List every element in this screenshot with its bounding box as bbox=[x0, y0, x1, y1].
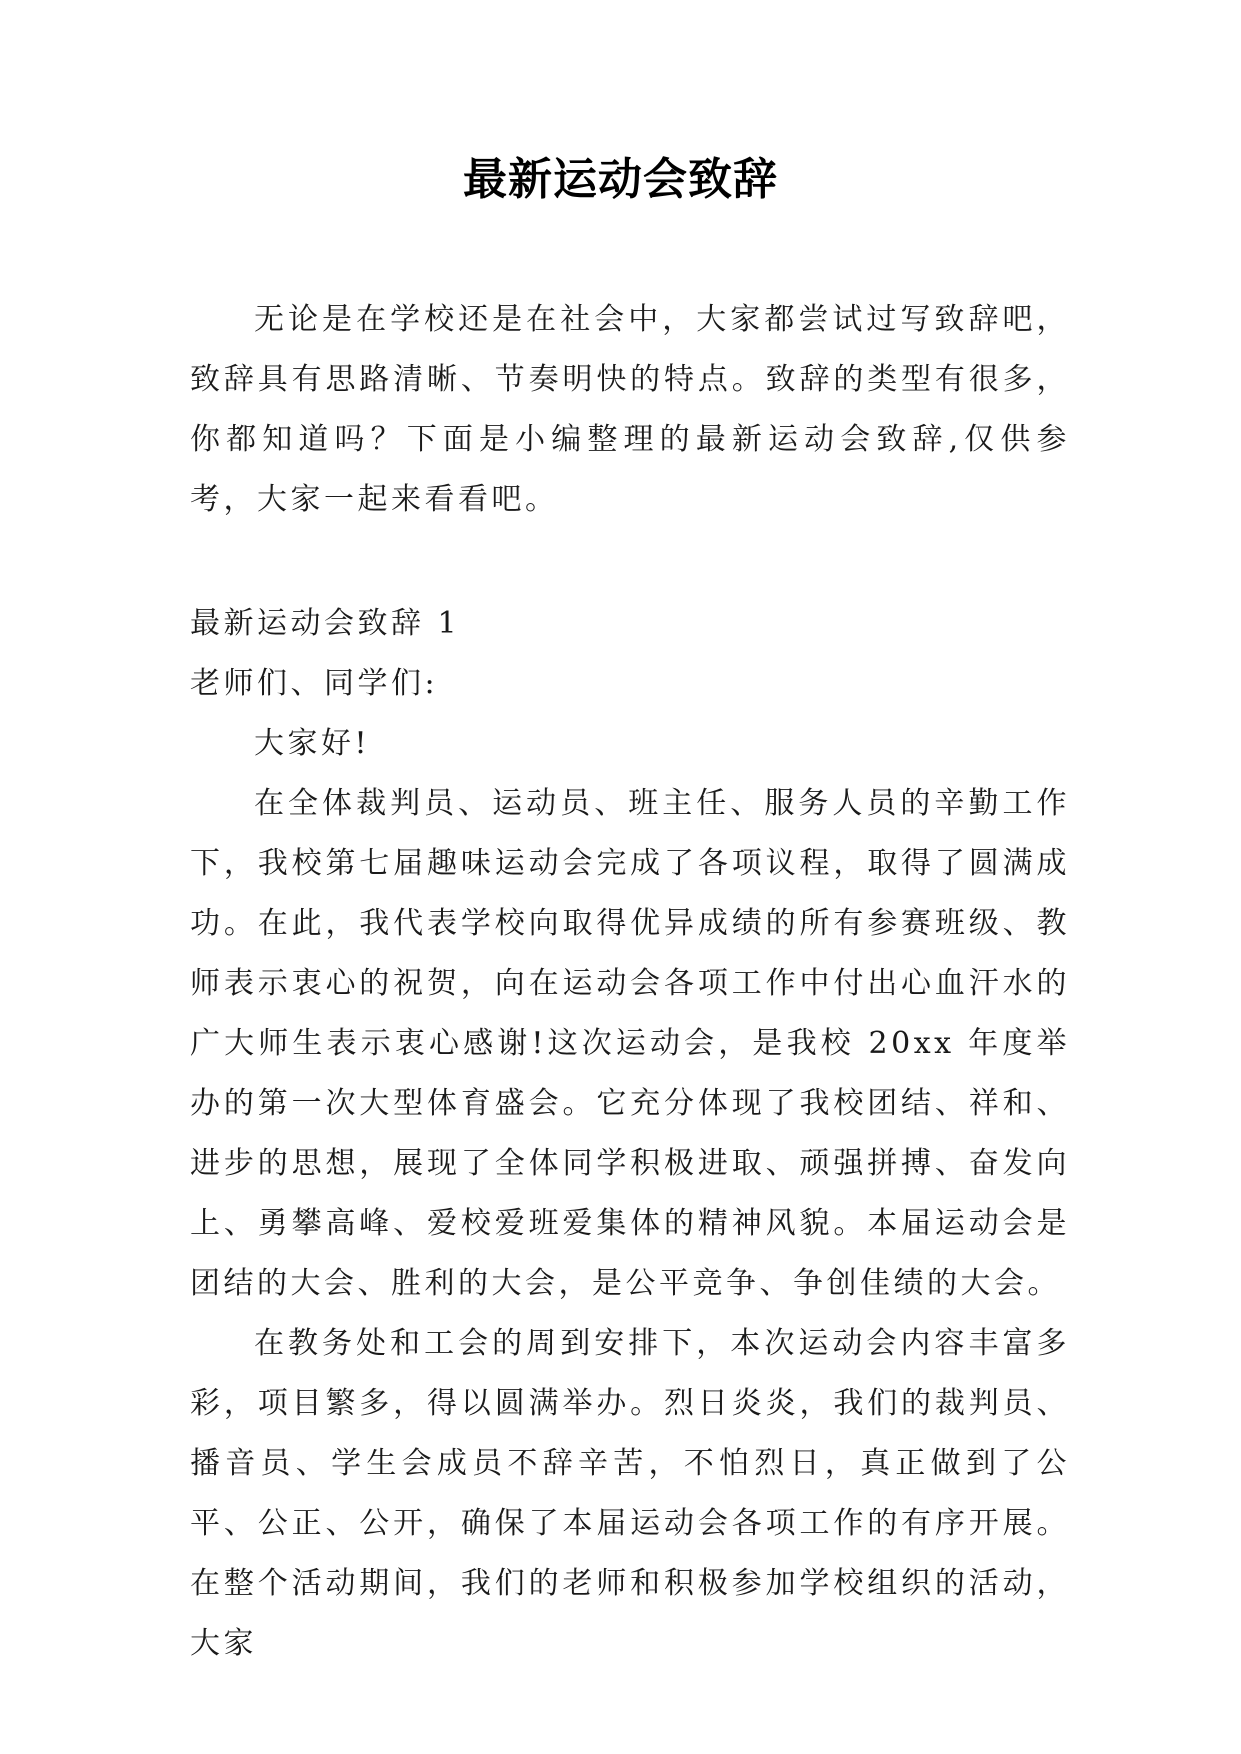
document-body bbox=[190, 290, 1070, 1674]
document-title: 最新运动会致辞 bbox=[463, 154, 778, 205]
intro-paragraph: 无论是在学校还是在社会中，大家都尝试过写致辞吧，致辞具有思路清晰、节奏明快的特点。致辞的类型有很多，你都知道吗？下面是小编整理的最新运动会致辞,仅供参考，大家一起来看看吧。 bbox=[190, 302, 1070, 517]
body-paragraph-2: 在教务处和工会的周到安排下，本次运动会内容丰富多彩，项目繁多，得以圆满举办。烈日炎炎，我们的裁判员、播音员、学生会成员不辞辛苦，不怕烈日，真正做到了公平、公正、公开，确保了本届运动会各项工作的有序开展。在整个活动期间，我们的老师和积极参加学校组织的活动，大家 bbox=[190, 1326, 1070, 1661]
salutation: 老师们、同学们: bbox=[190, 666, 439, 701]
greeting: 大家好! bbox=[254, 726, 371, 761]
body-paragraph-1: 在全体裁判员、运动员、班主任、服务人员的辛勤工作下，我校第七届趣味运动会完成了各项议程，取得了圆满成功。在此，我代表学校向取得优异成绩的所有参赛班级、教师表示衷心的祝贺，向在运动会各项工作中付出心血汗水的广大师生表示衷心感谢!这次运动会，是我校 20xx 年度举办的第一次大型体育盛会。它充分体现了我校团结、祥和、进步的思想，展现了全体同学积极进取、顽强拼搏、奋发向上、勇攀高峰、爱校爱班爱集体的精神风貌。本届运动会是团结的大会、胜利的大会，是公平竞争、争创佳绩的大会。 bbox=[190, 786, 1070, 1301]
section-heading: 最新运动会致辞 1 bbox=[190, 606, 461, 641]
